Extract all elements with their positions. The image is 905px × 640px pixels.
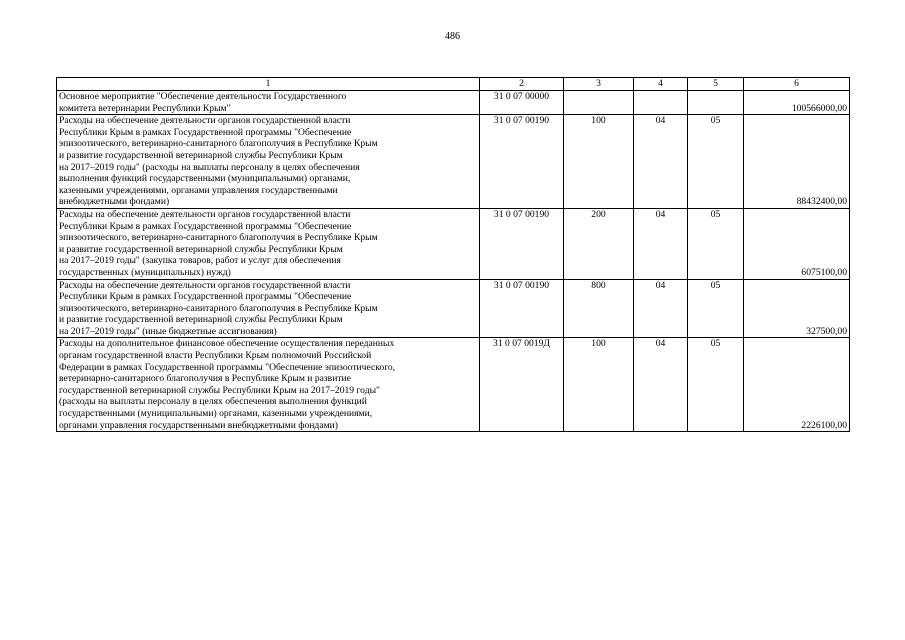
row-expense-type: 100	[564, 115, 634, 209]
header-col-1: 1	[57, 78, 480, 91]
table-row	[57, 279, 850, 338]
row-target-code: 31 0 07 00190	[480, 279, 564, 338]
row-description: Расходы на дополнительное финансовое обеспечение осуществления переданных органам государственной власти Республики Крым полномочий Российской Федерации в рамках Государственной программы "Обеспечение эпизоотического, ветеринарно-санитарного благополучия в Республике Крым и развитие государственной ветеринарной службы Республики Крым на 2017–2019 годы" (расходы на выплаты персоналу в целях обеспечения выполнения функций государственными (муниципальными) органами, казенными учреждениями, органами управления государственными внебюджетными фондами)	[57, 338, 480, 432]
row-section	[634, 91, 688, 115]
row-target-code: 31 0 07 00190	[480, 208, 564, 279]
table-header-row	[57, 78, 850, 91]
header-col-4: 4	[634, 78, 688, 91]
row-description: Основное мероприятие "Обеспечение деятельности Государственного комитета ветеринарии Республики Крым"	[57, 91, 480, 115]
row-subsection: 05	[688, 338, 744, 432]
row-target-code: 31 0 07 00190	[480, 115, 564, 209]
row-target-code: 31 0 07 00000	[480, 91, 564, 115]
row-amount: 327500,00	[744, 279, 850, 338]
page-number: 486	[445, 31, 460, 42]
row-subsection	[688, 91, 744, 115]
table-row	[57, 91, 850, 115]
row-section: 04	[634, 115, 688, 209]
row-expense-type: 200	[564, 208, 634, 279]
header-col-6: 6	[744, 78, 850, 91]
budget-table	[56, 77, 850, 432]
row-description: Расходы на обеспечение деятельности органов государственной власти Республики Крым в рамках Государственной программы "Обеспечение эпизоотического, ветеринарно-санитарного благополучия в Республике Крым и развитие государственной ветеринарной службы Республики Крым на 2017–2019 годы" (иные бюджетные ассигнования)	[57, 279, 480, 338]
header-col-5: 5	[688, 78, 744, 91]
row-section: 04	[634, 208, 688, 279]
row-amount: 88432400,00	[744, 115, 850, 209]
row-expense-type: 800	[564, 279, 634, 338]
row-expense-type	[564, 91, 634, 115]
row-section: 04	[634, 279, 688, 338]
row-description: Расходы на обеспечение деятельности органов государственной власти Республики Крым в рамках Государственной программы "Обеспечение эпизоотического, ветеринарно-санитарного благополучия в Республике Крым и развитие государственной ветеринарной службы Республики Крым на 2017–2019 годы" (закупка товаров, работ и услуг для обеспечения государственных (муниципальных) нужд)	[57, 208, 480, 279]
row-section: 04	[634, 338, 688, 432]
row-amount: 100566000,00	[744, 91, 850, 115]
row-expense-type: 100	[564, 338, 634, 432]
row-amount: 6075100,00	[744, 208, 850, 279]
row-description: Расходы на обеспечение деятельности органов государственной власти Республики Крым в рамках Государственной программы "Обеспечение эпизоотического, ветеринарно-санитарного благополучия в Республике Крым и развитие государственной ветеринарной службы Республики Крым на 2017–2019 годы" (расходы на выплаты персоналу в целях обеспечения выполнения функций государственными (муниципальными) органами, казенными учреждениями, органами управления государственными внебюджетными фондами)	[57, 115, 480, 209]
row-subsection: 05	[688, 115, 744, 209]
table-row	[57, 115, 850, 209]
row-target-code: 31 0 07 0019Д	[480, 338, 564, 432]
header-col-3: 3	[564, 78, 634, 91]
row-amount: 2226100,00	[744, 338, 850, 432]
row-subsection: 05	[688, 279, 744, 338]
table-row	[57, 338, 850, 432]
table-row	[57, 208, 850, 279]
header-col-2: 2	[480, 78, 564, 91]
row-subsection: 05	[688, 208, 744, 279]
